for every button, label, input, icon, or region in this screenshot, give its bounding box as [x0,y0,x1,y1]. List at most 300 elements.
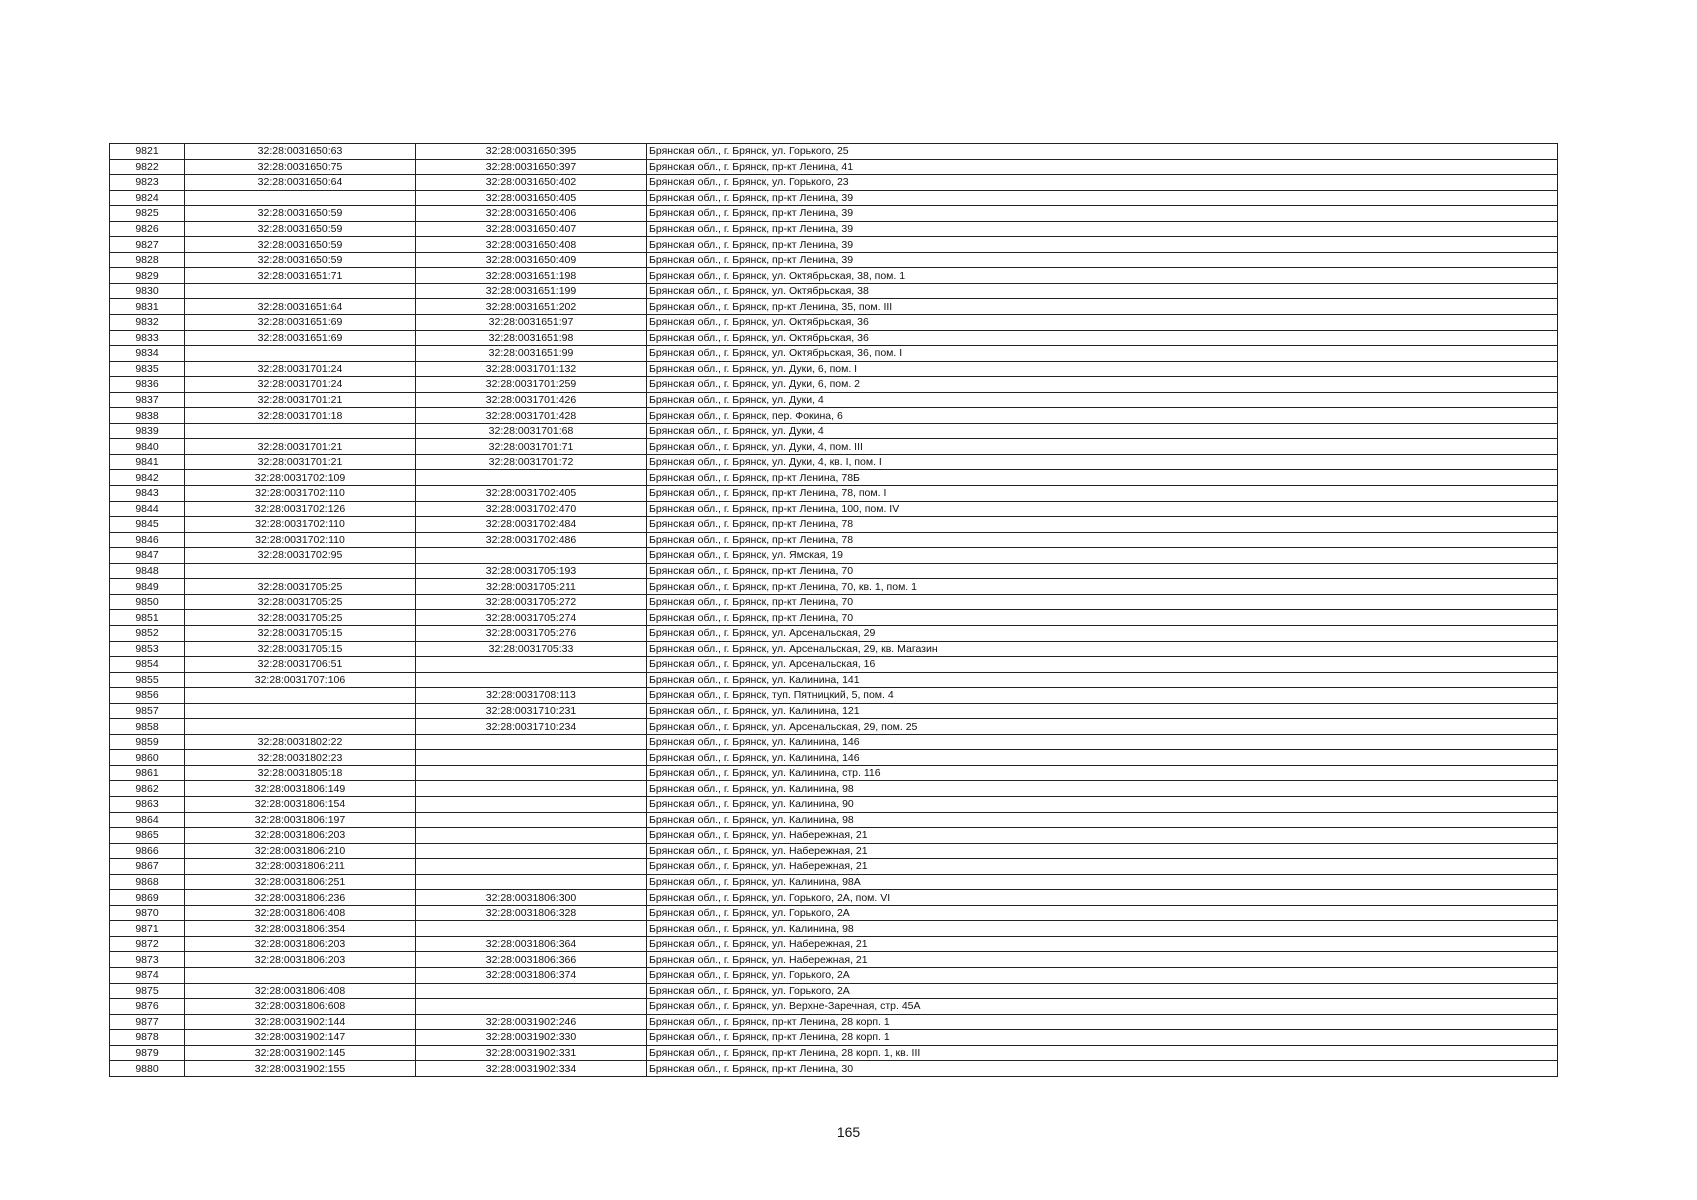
cadastral-number-cell: 32:28:0031707:106 [185,672,416,688]
table-row [110,625,1558,641]
building-cadastral-number-cell: 32:28:0031705:211 [416,579,647,595]
table-row [110,936,1558,952]
building-cadastral-number-cell: 32:28:0031651:202 [416,299,647,315]
row-number-cell: 9841 [110,454,185,470]
row-number-cell: 9878 [110,1030,185,1046]
address-cell: Брянская обл., г. Брянск, ул. Октябрьская, 36, пом. I [647,346,1558,362]
cadastral-number-cell: 32:28:0031702:110 [185,486,416,502]
row-number-cell: 9845 [110,517,185,533]
building-cadastral-number-cell: 32:28:0031705:274 [416,610,647,626]
cadastral-number-cell: 32:28:0031650:59 [185,221,416,237]
row-number-cell: 9866 [110,843,185,859]
address-cell: Брянская обл., г. Брянск, пр-кт Ленина, 35, пом. III [647,299,1558,315]
cadastral-number-cell: 32:28:0031650:63 [185,144,416,160]
cadastral-number-cell: 32:28:0031806:408 [185,905,416,921]
row-number-cell: 9875 [110,983,185,999]
row-number-cell: 9880 [110,1061,185,1077]
building-cadastral-number-cell [416,999,647,1015]
table-row [110,252,1558,268]
address-cell: Брянская обл., г. Брянск, пр-кт Ленина, 39 [647,190,1558,206]
table-row [110,423,1558,439]
building-cadastral-number-cell [416,657,647,673]
row-number-cell: 9844 [110,501,185,517]
address-cell: Брянская обл., г. Брянск, пр-кт Ленина, 28 корп. 1 [647,1030,1558,1046]
row-number-cell: 9867 [110,859,185,875]
building-cadastral-number-cell: 32:28:0031701:68 [416,423,647,439]
row-number-cell: 9837 [110,392,185,408]
table-row [110,734,1558,750]
cadastral-number-cell: 32:28:0031650:59 [185,206,416,222]
cadastral-number-cell: 32:28:0031902:155 [185,1061,416,1077]
row-number-cell: 9870 [110,905,185,921]
cadastral-number-cell: 32:28:0031702:110 [185,532,416,548]
table-row [110,672,1558,688]
building-cadastral-number-cell: 32:28:0031651:98 [416,330,647,346]
row-number-cell: 9831 [110,299,185,315]
row-number-cell: 9843 [110,486,185,502]
table-row [110,921,1558,937]
building-cadastral-number-cell [416,843,647,859]
cadastral-number-cell: 32:28:0031806:203 [185,952,416,968]
table-row [110,144,1558,160]
table-row [110,563,1558,579]
table-row [110,315,1558,331]
row-number-cell: 9821 [110,144,185,160]
cadastral-number-cell: 32:28:0031705:25 [185,610,416,626]
table-row [110,781,1558,797]
row-number-cell: 9848 [110,563,185,579]
address-cell: Брянская обл., г. Брянск, пр-кт Ленина, 100, пом. IV [647,501,1558,517]
building-cadastral-number-cell [416,734,647,750]
row-number-cell: 9864 [110,812,185,828]
row-number-cell: 9872 [110,936,185,952]
cadastral-number-cell [185,423,416,439]
building-cadastral-number-cell [416,781,647,797]
table-row [110,765,1558,781]
row-number-cell: 9839 [110,423,185,439]
building-cadastral-number-cell: 32:28:0031702:486 [416,532,647,548]
cadastral-number-cell [185,967,416,983]
row-number-cell: 9877 [110,1014,185,1030]
building-cadastral-number-cell [416,859,647,875]
address-cell: Брянская обл., г. Брянск, ул. Дуки, 4 [647,423,1558,439]
row-number-cell: 9876 [110,999,185,1015]
table-row [110,159,1558,175]
building-cadastral-number-cell: 32:28:0031701:428 [416,408,647,424]
building-cadastral-number-cell: 32:28:0031650:409 [416,252,647,268]
cadastral-number-cell: 32:28:0031651:69 [185,330,416,346]
row-number-cell: 9835 [110,361,185,377]
row-number-cell: 9827 [110,237,185,253]
cadastral-number-cell: 32:28:0031705:25 [185,579,416,595]
row-number-cell: 9847 [110,548,185,564]
building-cadastral-number-cell [416,828,647,844]
cadastral-number-cell: 32:28:0031702:126 [185,501,416,517]
row-number-cell: 9842 [110,470,185,486]
address-cell: Брянская обл., г. Брянск, пр-кт Ленина, 70, кв. 1, пом. 1 [647,579,1558,595]
building-cadastral-number-cell: 32:28:0031701:426 [416,392,647,408]
address-cell: Брянская обл., г. Брянск, пр-кт Ленина, 70 [647,594,1558,610]
building-cadastral-number-cell [416,796,647,812]
row-number-cell: 9840 [110,439,185,455]
address-cell: Брянская обл., г. Брянск, пр-кт Ленина, 70 [647,610,1558,626]
address-cell: Брянская обл., г. Брянск, пр-кт Ленина, 41 [647,159,1558,175]
address-cell: Брянская обл., г. Брянск, ул. Дуки, 4, кв. I, пом. I [647,454,1558,470]
cadastral-number-cell: 32:28:0031650:64 [185,175,416,191]
cadastral-number-cell: 32:28:0031650:59 [185,237,416,253]
address-cell: Брянская обл., г. Брянск, ул. Горького, 2А [647,983,1558,999]
building-cadastral-number-cell: 32:28:0031705:33 [416,641,647,657]
address-cell: Брянская обл., г. Брянск, пр-кт Ленина, 39 [647,252,1558,268]
cadastral-number-cell: 32:28:0031806:236 [185,890,416,906]
building-cadastral-number-cell: 32:28:0031701:71 [416,439,647,455]
address-cell: Брянская обл., г. Брянск, ул. Набережная, 21 [647,828,1558,844]
cadastral-number-cell [185,346,416,362]
building-cadastral-number-cell: 32:28:0031806:366 [416,952,647,968]
address-cell: Брянская обл., г. Брянск, пр-кт Ленина, 28 корп. 1 [647,1014,1558,1030]
building-cadastral-number-cell: 32:28:0031702:484 [416,517,647,533]
row-number-cell: 9858 [110,719,185,735]
address-cell: Брянская обл., г. Брянск, ул. Калинина, 90 [647,796,1558,812]
address-cell: Брянская обл., г. Брянск, ул. Калинина, 121 [647,703,1558,719]
table-row [110,486,1558,502]
table-row [110,1014,1558,1030]
cadastral-number-cell: 32:28:0031701:21 [185,454,416,470]
table-row [110,439,1558,455]
cadastral-number-cell: 32:28:0031902:147 [185,1030,416,1046]
row-number-cell: 9874 [110,967,185,983]
building-cadastral-number-cell [416,750,647,766]
row-number-cell: 9852 [110,625,185,641]
address-cell: Брянская обл., г. Брянск, ул. Октябрьская, 36 [647,315,1558,331]
registry-table-body [110,144,1558,1077]
building-cadastral-number-cell: 32:28:0031705:276 [416,625,647,641]
building-cadastral-number-cell: 32:28:0031806:328 [416,905,647,921]
cadastral-number-cell: 32:28:0031705:15 [185,641,416,657]
cadastral-number-cell: 32:28:0031701:21 [185,392,416,408]
cadastral-number-cell [185,703,416,719]
building-cadastral-number-cell: 32:28:0031651:97 [416,315,647,331]
page-number: 165 [836,1124,861,1140]
table-row [110,190,1558,206]
address-cell: Брянская обл., г. Брянск, ул. Дуки, 4, пом. III [647,439,1558,455]
table-row [110,408,1558,424]
address-cell: Брянская обл., г. Брянск, ул. Дуки, 4 [647,392,1558,408]
address-cell: Брянская обл., г. Брянск, ул. Дуки, 6, пом. I [647,361,1558,377]
address-cell: Брянская обл., г. Брянск, ул. Октябрьская, 36 [647,330,1558,346]
cadastral-number-cell: 32:28:0031705:25 [185,594,416,610]
address-cell: Брянская обл., г. Брянск, ул. Горького, 25 [647,144,1558,160]
building-cadastral-number-cell [416,921,647,937]
table-row [110,299,1558,315]
row-number-cell: 9871 [110,921,185,937]
table-row [110,610,1558,626]
row-number-cell: 9863 [110,796,185,812]
table-row [110,905,1558,921]
row-number-cell: 9868 [110,874,185,890]
address-cell: Брянская обл., г. Брянск, пр-кт Ленина, 39 [647,221,1558,237]
address-cell: Брянская обл., г. Брянск, пр-кт Ленина, 78 [647,517,1558,533]
address-cell: Брянская обл., г. Брянск, ул. Набережная, 21 [647,952,1558,968]
building-cadastral-number-cell: 32:28:0031701:259 [416,377,647,393]
building-cadastral-number-cell: 32:28:0031902:331 [416,1045,647,1061]
building-cadastral-number-cell: 32:28:0031710:234 [416,719,647,735]
building-cadastral-number-cell: 32:28:0031651:198 [416,268,647,284]
table-row [110,392,1558,408]
table-row [110,1030,1558,1046]
cadastral-number-cell [185,563,416,579]
building-cadastral-number-cell: 32:28:0031806:300 [416,890,647,906]
address-cell: Брянская обл., г. Брянск, пр-кт Ленина, 70 [647,563,1558,579]
row-number-cell: 9850 [110,594,185,610]
table-row [110,641,1558,657]
table-row [110,983,1558,999]
table-row [110,828,1558,844]
address-cell: Брянская обл., г. Брянск, ул. Октябрьская, 38 [647,283,1558,299]
address-cell: Брянская обл., г. Брянск, пр-кт Ленина, 39 [647,237,1558,253]
table-row [110,517,1558,533]
building-cadastral-number-cell [416,765,647,781]
table-row [110,812,1558,828]
table-row [110,1045,1558,1061]
address-cell: Брянская обл., г. Брянск, ул. Калинина, 98 [647,781,1558,797]
cadastral-number-cell: 32:28:0031702:109 [185,470,416,486]
table-row [110,594,1558,610]
cadastral-number-cell: 32:28:0031706:51 [185,657,416,673]
table-row [110,454,1558,470]
building-cadastral-number-cell: 32:28:0031650:395 [416,144,647,160]
cadastral-number-cell [185,190,416,206]
table-row [110,967,1558,983]
building-cadastral-number-cell: 32:28:0031902:334 [416,1061,647,1077]
row-number-cell: 9829 [110,268,185,284]
building-cadastral-number-cell: 32:28:0031650:405 [416,190,647,206]
cadastral-number-cell: 32:28:0031806:210 [185,843,416,859]
address-cell: Брянская обл., г. Брянск, ул. Горького, 2А [647,905,1558,921]
table-row [110,548,1558,564]
cadastral-number-cell: 32:28:0031805:18 [185,765,416,781]
table-row [110,999,1558,1015]
row-number-cell: 9849 [110,579,185,595]
address-cell: Брянская обл., г. Брянск, ул. Дуки, 6, пом. 2 [647,377,1558,393]
address-cell: Брянская обл., г. Брянск, ул. Октябрьская, 38, пом. 1 [647,268,1558,284]
address-cell: Брянская обл., г. Брянск, ул. Арсенальская, 16 [647,657,1558,673]
row-number-cell: 9846 [110,532,185,548]
building-cadastral-number-cell: 32:28:0031651:99 [416,346,647,362]
address-cell: Брянская обл., г. Брянск, пр-кт Ленина, 78, пом. I [647,486,1558,502]
table-row [110,221,1558,237]
row-number-cell: 9861 [110,765,185,781]
cadastral-number-cell: 32:28:0031651:64 [185,299,416,315]
building-cadastral-number-cell [416,983,647,999]
table-row [110,952,1558,968]
cadastral-number-cell: 32:28:0031806:354 [185,921,416,937]
building-cadastral-number-cell: 32:28:0031651:199 [416,283,647,299]
cadastral-number-cell: 32:28:0031702:95 [185,548,416,564]
building-cadastral-number-cell [416,874,647,890]
address-cell: Брянская обл., г. Брянск, пр-кт Ленина, 28 корп. 1, кв. III [647,1045,1558,1061]
registry-table [109,143,1558,1077]
address-cell: Брянская обл., г. Брянск, ул. Горького, 2А [647,967,1558,983]
table-row [110,268,1558,284]
building-cadastral-number-cell: 32:28:0031701:72 [416,454,647,470]
row-number-cell: 9854 [110,657,185,673]
building-cadastral-number-cell [416,812,647,828]
cadastral-number-cell [185,719,416,735]
row-number-cell: 9862 [110,781,185,797]
building-cadastral-number-cell: 32:28:0031701:132 [416,361,647,377]
cadastral-number-cell: 32:28:0031705:15 [185,625,416,641]
building-cadastral-number-cell: 32:28:0031650:408 [416,237,647,253]
building-cadastral-number-cell [416,672,647,688]
address-cell: Брянская обл., г. Брянск, пр-кт Ленина, 39 [647,206,1558,222]
row-number-cell: 9860 [110,750,185,766]
row-number-cell: 9851 [110,610,185,626]
cadastral-number-cell: 32:28:0031806:408 [185,983,416,999]
row-number-cell: 9825 [110,206,185,222]
building-cadastral-number-cell: 32:28:0031806:374 [416,967,647,983]
table-row [110,703,1558,719]
cadastral-number-cell: 32:28:0031650:75 [185,159,416,175]
row-number-cell: 9822 [110,159,185,175]
row-number-cell: 9865 [110,828,185,844]
cadastral-number-cell: 32:28:0031806:251 [185,874,416,890]
building-cadastral-number-cell: 32:28:0031650:407 [416,221,647,237]
table-row [110,346,1558,362]
row-number-cell: 9855 [110,672,185,688]
address-cell: Брянская обл., г. Брянск, ул. Арсенальская, 29, пом. 25 [647,719,1558,735]
cadastral-number-cell: 32:28:0031806:154 [185,796,416,812]
row-number-cell: 9834 [110,346,185,362]
row-number-cell: 9859 [110,734,185,750]
table-row [110,874,1558,890]
cadastral-number-cell [185,688,416,704]
cadastral-number-cell: 32:28:0031702:110 [185,517,416,533]
row-number-cell: 9838 [110,408,185,424]
row-number-cell: 9857 [110,703,185,719]
table-row [110,688,1558,704]
cadastral-number-cell: 32:28:0031701:24 [185,361,416,377]
cadastral-number-cell: 32:28:0031806:149 [185,781,416,797]
cadastral-number-cell: 32:28:0031806:197 [185,812,416,828]
address-cell: Брянская обл., г. Брянск, пр-кт Ленина, 78Б [647,470,1558,486]
cadastral-number-cell: 32:28:0031650:59 [185,252,416,268]
cadastral-number-cell: 32:28:0031902:145 [185,1045,416,1061]
cadastral-number-cell: 32:28:0031651:69 [185,315,416,331]
address-cell: Брянская обл., г. Брянск, пер. Фокина, 6 [647,408,1558,424]
row-number-cell: 9823 [110,175,185,191]
address-cell: Брянская обл., г. Брянск, ул. Калинина, 146 [647,734,1558,750]
cadastral-number-cell: 32:28:0031701:21 [185,439,416,455]
cadastral-number-cell [185,283,416,299]
address-cell: Брянская обл., г. Брянск, ул. Арсенальская, 29 [647,625,1558,641]
row-number-cell: 9828 [110,252,185,268]
row-number-cell: 9879 [110,1045,185,1061]
address-cell: Брянская обл., г. Брянск, пр-кт Ленина, 30 [647,1061,1558,1077]
address-cell: Брянская обл., г. Брянск, ул. Набережная, 21 [647,843,1558,859]
row-number-cell: 9833 [110,330,185,346]
cadastral-number-cell: 32:28:0031902:144 [185,1014,416,1030]
address-cell: Брянская обл., г. Брянск, ул. Калинина, 141 [647,672,1558,688]
address-cell: Брянская обл., г. Брянск, ул. Калинина, 98А [647,874,1558,890]
table-row [110,237,1558,253]
address-cell: Брянская обл., г. Брянск, ул. Калинина, стр. 116 [647,765,1558,781]
row-number-cell: 9853 [110,641,185,657]
cadastral-number-cell: 32:28:0031806:608 [185,999,416,1015]
table-row [110,377,1558,393]
cadastral-number-cell: 32:28:0031806:211 [185,859,416,875]
row-number-cell: 9830 [110,283,185,299]
table-row [110,890,1558,906]
row-number-cell: 9856 [110,688,185,704]
address-cell: Брянская обл., г. Брянск, ул. Калинина, 98 [647,921,1558,937]
table-row [110,1061,1558,1077]
table-row [110,843,1558,859]
cadastral-number-cell: 32:28:0031806:203 [185,936,416,952]
building-cadastral-number-cell: 32:28:0031806:364 [416,936,647,952]
table-row [110,501,1558,517]
building-cadastral-number-cell [416,548,647,564]
table-row [110,206,1558,222]
building-cadastral-number-cell: 32:28:0031705:193 [416,563,647,579]
building-cadastral-number-cell: 32:28:0031902:330 [416,1030,647,1046]
table-row [110,361,1558,377]
building-cadastral-number-cell: 32:28:0031650:397 [416,159,647,175]
building-cadastral-number-cell: 32:28:0031650:402 [416,175,647,191]
address-cell: Брянская обл., г. Брянск, ул. Калинина, 98 [647,812,1558,828]
table-row [110,796,1558,812]
building-cadastral-number-cell: 32:28:0031702:470 [416,501,647,517]
cadastral-number-cell: 32:28:0031651:71 [185,268,416,284]
address-cell: Брянская обл., г. Брянск, ул. Арсенальская, 29, кв. Магазин [647,641,1558,657]
address-cell: Брянская обл., г. Брянск, ул. Ямская, 19 [647,548,1558,564]
building-cadastral-number-cell [416,470,647,486]
table-row [110,470,1558,486]
table-row [110,657,1558,673]
building-cadastral-number-cell: 32:28:0031702:405 [416,486,647,502]
cadastral-number-cell: 32:28:0031701:18 [185,408,416,424]
cadastral-number-cell: 32:28:0031802:23 [185,750,416,766]
row-number-cell: 9826 [110,221,185,237]
address-cell: Брянская обл., г. Брянск, туп. Пятницкий, 5, пом. 4 [647,688,1558,704]
table-row [110,175,1558,191]
table-row [110,532,1558,548]
row-number-cell: 9824 [110,190,185,206]
cadastral-number-cell: 32:28:0031701:24 [185,377,416,393]
building-cadastral-number-cell: 32:28:0031708:113 [416,688,647,704]
table-row [110,330,1558,346]
address-cell: Брянская обл., г. Брянск, ул. Калинина, 146 [647,750,1558,766]
row-number-cell: 9832 [110,315,185,331]
table-row [110,283,1558,299]
address-cell: Брянская обл., г. Брянск, ул. Горького, 23 [647,175,1558,191]
row-number-cell: 9836 [110,377,185,393]
table-row [110,719,1558,735]
address-cell: Брянская обл., г. Брянск, ул. Горького, 2А, пом. VI [647,890,1558,906]
table-row [110,579,1558,595]
building-cadastral-number-cell: 32:28:0031902:246 [416,1014,647,1030]
table-row [110,859,1558,875]
address-cell: Брянская обл., г. Брянск, ул. Набережная, 21 [647,936,1558,952]
cadastral-number-cell: 32:28:0031806:203 [185,828,416,844]
building-cadastral-number-cell: 32:28:0031650:406 [416,206,647,222]
row-number-cell: 9873 [110,952,185,968]
building-cadastral-number-cell: 32:28:0031705:272 [416,594,647,610]
building-cadastral-number-cell: 32:28:0031710:231 [416,703,647,719]
table-row [110,750,1558,766]
address-cell: Брянская обл., г. Брянск, ул. Набережная, 21 [647,859,1558,875]
row-number-cell: 9869 [110,890,185,906]
